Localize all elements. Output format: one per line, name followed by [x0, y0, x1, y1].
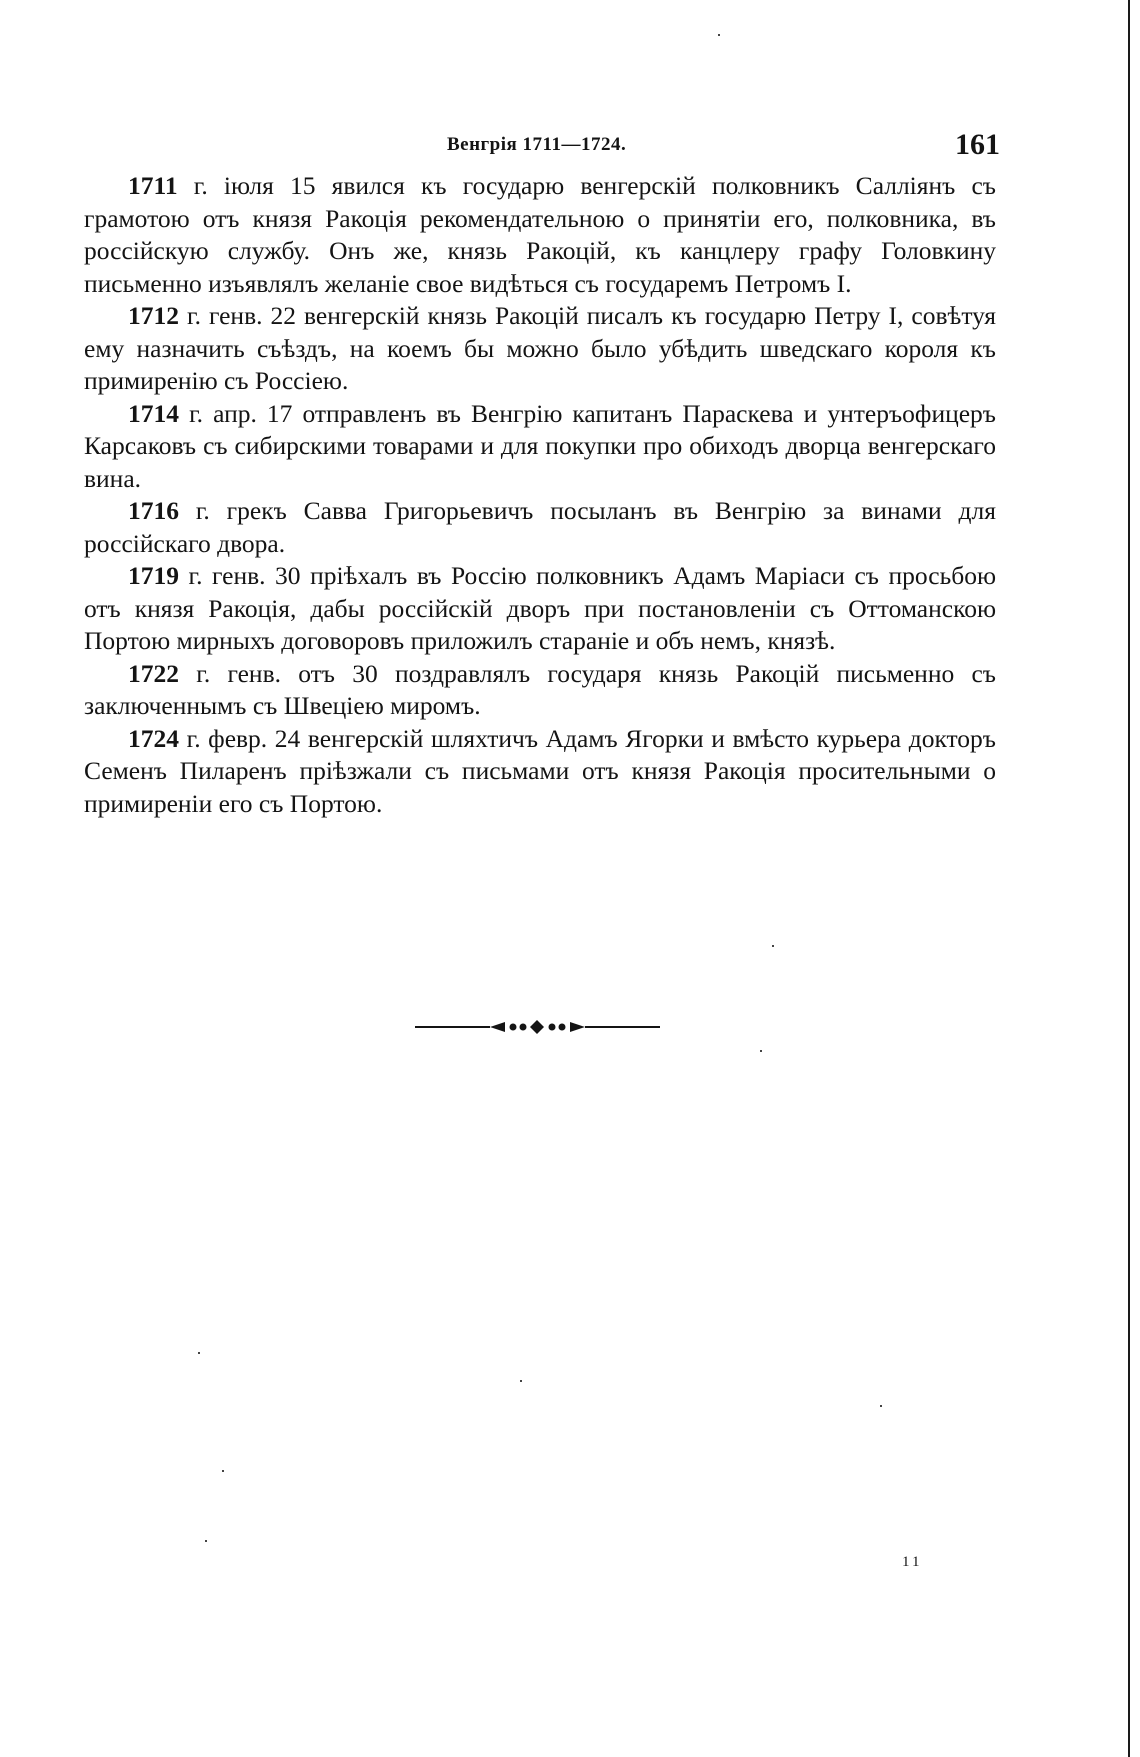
body-text [84, 170, 996, 820]
running-head [0, 128, 1140, 168]
print-speck [198, 1352, 200, 1354]
tailpiece-ornament-icon [415, 1017, 660, 1037]
running-title: Венгрія 1711—1724. [447, 134, 627, 155]
entry-text: г. генв. отъ 30 поздравлялъ государя князь Ракоцій письменно съ заключеннымъ съ Швеціею миромъ. [84, 658, 996, 720]
print-speck [880, 1405, 882, 1407]
page-number: 161 [955, 128, 1000, 161]
entry-year: 1716 [128, 496, 179, 525]
entry-text: г. февр. 24 венгерскій шляхтичъ Адамъ Ягорки и вмѣсто курьера докторъ Семенъ Пиларенъ пріѣзжали съ письмами отъ князя Ракоція просительными о примиреніи его съ Портою. [84, 723, 996, 818]
entry-year: 1711 [128, 171, 178, 200]
entry-text: г. генв. 30 пріѣхалъ въ Россію полковникъ Адамъ Маріаси съ просьбою отъ князя Ракоція, дабы россійскій дворъ при постановленіи съ Оттоманскою Портою мирныхъ договоровъ приложилъ стараніе и объ немъ, князѣ. [84, 561, 996, 655]
page-edge-line [1128, 0, 1130, 1757]
entry-1719 [84, 560, 996, 658]
entry-text: г. іюля 15 явился къ государю венгерскій полковникъ Салліянъ съ грамотою отъ князя Ракоція рекомендательною о принятіи его, полковника, въ россійскую службу. Онъ же, князь Ракоцій, къ канцлеру графу Головкину письменно изъявлялъ желаніе свое видѣться съ государемъ Петромъ I. [84, 171, 996, 298]
print-speck [222, 1470, 224, 1472]
entry-text: г. генв. 22 венгерскій князь Ракоцій писалъ къ государю Петру I, совѣтуя ему назначить съѣздъ, на коемъ бы можно было убѣдить шведскаго короля къ примиренію съ Россіею. [84, 301, 996, 395]
print-speck [760, 1050, 762, 1052]
print-speck [205, 1540, 207, 1542]
print-speck [772, 945, 774, 947]
signature-mark: 11 [902, 1554, 923, 1570]
entry-1722 [84, 658, 996, 723]
entry-year: 1719 [128, 561, 179, 590]
entry-1711 [84, 170, 996, 300]
print-speck [520, 1380, 522, 1382]
entry-text: г. грекъ Савва Григорьевичъ посыланъ въ Венгрію за винами для россійскаго двора. [84, 496, 996, 558]
print-speck [718, 34, 720, 36]
entry-1714 [84, 398, 996, 496]
entry-year: 1724 [128, 723, 179, 753]
entry-text: г. апр. 17 отправленъ въ Венгрію капитанъ Параскева и унтеръофицеръ Карсаковъ съ сибирскими товарами и для покупки про обиходъ дворца венгерскаго вина. [84, 398, 996, 493]
entry-year: 1714 [128, 398, 179, 428]
entry-1724 [84, 723, 996, 821]
entry-1712 [84, 300, 996, 398]
entry-year: 1712 [128, 301, 179, 330]
entry-year: 1722 [128, 658, 179, 688]
entry-1716 [84, 495, 996, 560]
